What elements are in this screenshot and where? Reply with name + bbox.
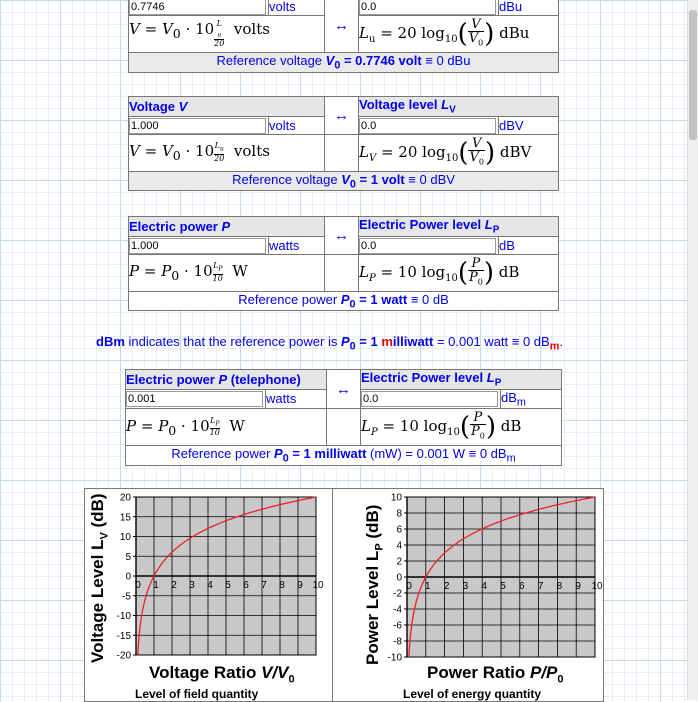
voltage-header: Voltage V: [129, 97, 325, 117]
scrollbar-thumb[interactable]: [689, 10, 697, 140]
y-tick-label: 0: [396, 572, 402, 584]
x-tick-label: 8: [556, 581, 563, 592]
level-formula: $L_u = 20$ $\log_{10}$( $\frac{V}{V_0}$ ) dBu: [359, 16, 559, 53]
x-tick-label: 9: [297, 580, 303, 591]
level-formula: $L_P = 10$ $\log_{10}$( $\frac{P}{P_0}$ ) dB: [359, 254, 559, 291]
power-input[interactable]: [126, 391, 263, 407]
y-tick-label: 5: [125, 551, 131, 563]
x-tick-label: 0: [406, 581, 412, 592]
y-tick-label: 10: [390, 492, 402, 504]
y-tick-label: 8: [396, 508, 402, 520]
dbm-calculator: [125, 369, 562, 466]
x-tick-label: 4: [207, 580, 213, 591]
voltage-unit: volts: [269, 0, 325, 16]
x-tick-label: 9: [575, 581, 581, 592]
x-tick-label: 7: [537, 581, 544, 592]
level-input-cell: [361, 389, 501, 409]
voltage-chart-xlabel: Voltage Ratio $V/V_0$: [149, 663, 295, 686]
level-input[interactable]: [361, 391, 498, 407]
x-tick-label: 8: [279, 580, 285, 591]
power-input-cell: [126, 389, 266, 409]
x-tick-label: 3: [189, 580, 195, 591]
y-tick-label: 0: [125, 571, 131, 583]
level-formula: $L_V = 20$ $\log_{10}$( $\frac{V}{V_0}$ ) dBV: [359, 134, 559, 171]
voltage-formula: $V = V_0 \cdot 10$ $\frac{L_u}{20}$ volts: [129, 134, 325, 171]
y-tick-label: -20: [116, 650, 131, 662]
voltage-unit: volts: [269, 116, 325, 134]
level-input-cell: [359, 0, 499, 16]
convert-arrow: ↔: [325, 0, 359, 53]
x-tick-label: 6: [243, 580, 249, 591]
power-chart-xlabel: Power Ratio $P/P_0$: [427, 663, 564, 686]
convert-arrow: ↔: [325, 97, 359, 135]
voltage-input[interactable]: [129, 118, 266, 134]
dbm-note: dBm indicates that the reference power is $P_0 = 1$ milliwatt = 0.001 watt ≡ 0 $dB_m$.: [96, 334, 563, 353]
power-formula: $P = P_0 \cdot 10$ $\frac{L_P}{10}$ W: [129, 254, 325, 291]
y-tick-label: -2: [393, 588, 402, 600]
level-input-cell: [359, 236, 499, 254]
voltage-input[interactable]: [129, 0, 266, 15]
x-tick-label: 1: [425, 581, 431, 592]
y-tick-label: -10: [387, 652, 402, 664]
reference-note: Reference power $P_0 = 1$ watt ≡ 0 dB: [129, 291, 559, 311]
y-tick-label: 20: [119, 492, 131, 504]
x-tick-label: 2: [443, 581, 450, 592]
convert-arrow: ↔: [325, 217, 359, 255]
x-tick-label: 5: [500, 581, 506, 592]
x-tick-label: 6: [519, 581, 525, 592]
level-header: Electric Power level $L_P$: [359, 217, 559, 237]
power-formula: $P = P_0 \cdot 10$ $\frac{L_P}{10}$ W: [126, 409, 327, 446]
y-tick-label: 2: [396, 556, 402, 568]
power-header: Electric power P: [129, 217, 325, 237]
x-tick-label: 3: [462, 581, 469, 592]
y-tick-label: 10: [119, 532, 131, 543]
level-input[interactable]: [359, 0, 496, 15]
x-tick-label: 4: [481, 581, 487, 592]
power-chart-caption: Level of energy quantity: [403, 687, 542, 701]
power-header: Electric power P (telephone): [126, 370, 327, 390]
power-chart-ylabel: Power Level $L_P$ (dB): [363, 504, 386, 665]
x-tick-label: 10: [312, 580, 324, 591]
voltage-formula: $V = V_0 \cdot 10$ L $_u$ 20 volts: [129, 16, 325, 53]
power-unit: watts: [269, 236, 325, 254]
formula-divider: [325, 134, 359, 171]
level-header: Electric Power level $L_P$: [361, 370, 562, 390]
x-tick-label: 5: [225, 580, 231, 591]
level-formula: $L_P = 10$ $\log_{10}$( $\frac{P}{P_0}$ ) dB: [361, 409, 562, 446]
x-tick-label: 1: [153, 580, 159, 591]
db-power-calculator: [128, 216, 559, 311]
level-input[interactable]: [359, 238, 496, 254]
level-unit: dB: [499, 236, 559, 254]
level-input-cell: [359, 116, 499, 134]
level-unit: $dB_m$: [501, 389, 562, 409]
x-tick-label: 10: [591, 581, 603, 592]
power-input[interactable]: [129, 238, 266, 254]
y-tick-label: 4: [396, 540, 402, 552]
power-unit: watts: [266, 389, 327, 409]
chart-divider: [332, 489, 362, 701]
level-unit: dBV: [499, 116, 559, 134]
x-tick-label: 2: [171, 580, 177, 591]
reference-note: Reference voltage $V_0 = 0.7746$ volt ≡ 0 dBu: [129, 53, 559, 73]
formula-divider: [327, 409, 361, 446]
dbu-calculator: [128, 0, 559, 73]
y-tick-label: 15: [119, 512, 131, 524]
formula-divider: [325, 254, 359, 291]
voltage-chart: [85, 489, 332, 701]
y-tick-label: -10: [116, 611, 131, 622]
y-tick-label: -8: [393, 636, 402, 648]
y-tick-label: -15: [116, 630, 131, 642]
level-unit: dBu: [499, 0, 559, 16]
y-tick-label: -4: [393, 604, 402, 616]
voltage-input-cell: [129, 0, 269, 16]
voltage-chart-caption: Level of field quantity: [135, 687, 259, 701]
voltage-chart-ylabel: Voltage Level $L_V$ (dB): [88, 493, 111, 663]
y-tick-label: 6: [396, 524, 402, 536]
reference-note: Reference power $P_0 = 1$ milliwatt (mW) = 0.001 W ≡ 0 $dB_m$: [126, 446, 562, 466]
convert-arrow: ↔: [327, 370, 361, 409]
level-input[interactable]: [359, 118, 496, 134]
power-input-cell: [129, 236, 269, 254]
x-tick-label: 0: [135, 580, 141, 591]
y-tick-label: -5: [122, 591, 131, 603]
voltage-input-cell: [129, 116, 269, 134]
level-header: Voltage level $L_V$: [359, 97, 559, 117]
reference-note: Reference voltage $V_0 = 1$ volt ≡ 0 dBV: [129, 171, 559, 191]
dbv-calculator: [128, 96, 559, 191]
level-charts: [84, 488, 604, 702]
power-chart: [361, 489, 603, 701]
page-scrollbar[interactable]: [687, 0, 698, 700]
x-tick-label: 7: [261, 580, 267, 591]
y-tick-label: -6: [393, 620, 402, 632]
